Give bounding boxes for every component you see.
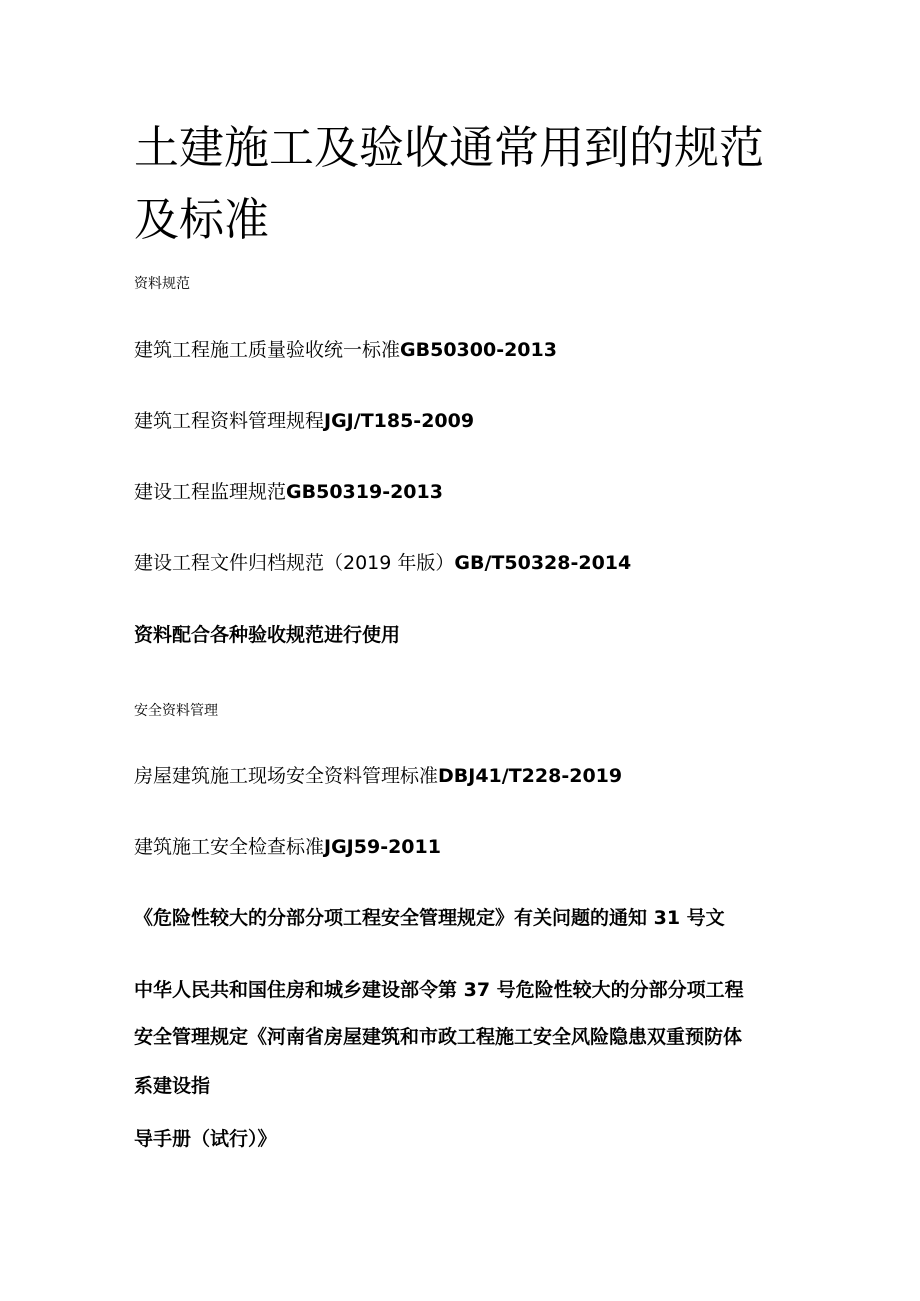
standard-item [134,763,622,789]
standard-item [134,550,631,576]
page-title: 土建施工及验收通常用到的规范及标准 [134,121,765,246]
section-heading-docs: 资料规范 [134,276,190,292]
notice-line: 《危险性较大的分部分项工程安全管理规定》有关问题的通知 31 号文 [134,907,725,929]
standard-name: 建设工程文件归档规范（2019 年版） [134,552,455,574]
standard-code: JGJ59-2011 [324,836,441,858]
order-line: 中华人民共和国住房和城乡建设部令第 37 号危险性较大的分部分项工程 [134,979,744,1001]
standard-item [134,408,474,434]
standard-item [134,834,441,860]
standard-name: 建筑工程施工质量验收统一标准 [134,339,401,361]
docs-note: 资料配合各种验收规范进行使用 [134,624,401,646]
standard-name: 房屋建筑施工现场安全资料管理标准 [134,765,439,787]
standard-code: GB50319-2013 [286,481,443,503]
standard-item [134,479,443,505]
standard-item [134,337,557,363]
order-line: 导手册（试行）》 [134,1128,277,1150]
standard-name: 建筑施工安全检查标准 [134,836,325,858]
standard-code: GB/T50328-2014 [454,552,632,574]
standard-name: 建筑工程资料管理规程 [134,410,325,432]
standard-code: DBJ41/T228-2019 [438,765,623,787]
standard-code: JGJ/T185-2009 [324,410,475,432]
standard-name: 建设工程监理规范 [134,481,287,503]
section-heading-safety: 安全资料管理 [134,703,218,719]
order-line: 系建设指 [134,1075,211,1097]
standard-code: GB50300-2013 [400,339,557,361]
order-line: 安全管理规定《河南省房屋建筑和市政工程施工安全风险隐患双重预防体 [134,1026,743,1048]
